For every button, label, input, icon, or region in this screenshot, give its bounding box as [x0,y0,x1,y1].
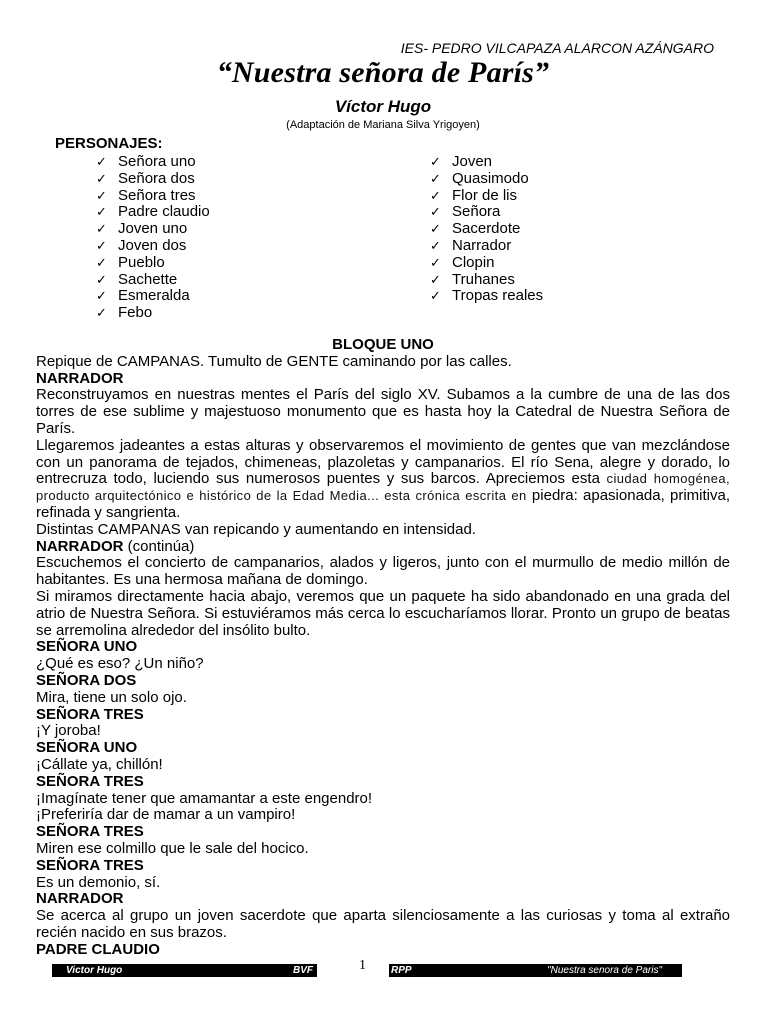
character-name: Joven uno [118,220,188,238]
character-name: Señora [452,203,501,221]
checkmark-icon: ✓ [96,271,107,287]
character-item [430,188,543,205]
speaker-name: SEÑORA TRES [36,772,144,790]
character-item [96,154,210,171]
footer-title: "Nuestra senora de Paris" [547,965,662,976]
checkmark-icon: ✓ [430,204,441,220]
checkmark-icon: ✓ [96,288,107,304]
script-body [36,337,730,958]
character-name: Señora uno [118,153,196,170]
adaptation-note: (Adaptación de Mariana Silva Yrigoyen) [286,119,480,131]
checkmark-icon: ✓ [96,170,107,186]
page-number: 1 [359,958,366,973]
page-footer [52,958,682,977]
character-item [96,288,210,305]
checkmark-icon: ✓ [96,204,107,220]
character-name: Padre claudio [118,203,210,221]
characters-heading: PERSONAJES: [55,135,163,152]
character-item [96,204,210,221]
character-name: Pueblo [118,253,165,271]
checkmark-icon: ✓ [430,288,441,304]
character-item [96,238,210,255]
checkmark-icon: ✓ [430,221,441,237]
character-item [430,288,543,305]
footer-tag-left: BVF [293,965,313,976]
author-name: Víctor Hugo [334,97,432,116]
dialogue-text: Llegaremos jadeantes a estas alturas y observaremos el movimiento de gentes que van mezclándose con un panorama de tejados, chimeneas, plazoletas y campanarios. El río Sena, alegre y dorado, lo entrecruza todo, luciendo sus numerosos puentes y sus barcos. Apreciemos esta [36,436,730,488]
speaker-name: SEÑORA TRES [36,823,144,841]
character-item [96,255,210,272]
checkmark-icon: ✓ [96,305,107,321]
speaker-name: SEÑORA UNO [36,638,138,656]
footer-author: Victor Hugo [66,965,123,976]
dialogue-line: Mira, tiene un solo ojo. [36,688,187,706]
checkmark-icon: ✓ [430,254,441,270]
block-title: BLOQUE UNO [332,336,434,353]
character-name: Esmeralda [118,287,190,305]
characters-list-right [430,154,543,305]
character-name: Narrador [452,236,512,254]
character-item [96,272,210,289]
character-item [96,221,210,238]
dialogue-line: ¿Qué es eso? ¿Un niño? [36,655,204,673]
character-item [96,188,210,205]
footer-bar-left [52,964,317,977]
stage-direction: Repique de CAMPANAS. Tumulto de GENTE caminando por las calles. [36,352,512,370]
footer-tag-right: RPP [391,965,412,976]
dialogue-text-small: ciudad homogénea, producto arquitectónico e histórico de la Edad Media... esta crónica escrita en [36,471,730,504]
character-name: Febo [118,304,153,322]
character-item [430,154,543,171]
speaker-line [36,539,730,556]
dialogue-paragraph: Si miramos directamente hacia abajo, veremos que un paquete ha sido abandonado en una grada del atrio de Nuestra Señora. Si estuviéramos más cerca lo escucharíamos llorar. Pronto un grupo de beatas se arremolina alrededor del insólito bulto. [36,587,730,639]
character-item [96,171,210,188]
school-header: IES- PEDRO VILCAPAZA ALARCON AZÁNGARO [400,40,714,56]
dialogue-line: ¡Cállate ya, chillón! [36,755,163,773]
checkmark-icon: ✓ [96,221,107,237]
checkmark-icon: ✓ [96,154,107,169]
speaker-name: SEÑORA DOS [36,671,137,689]
checkmark-icon: ✓ [430,154,441,169]
checkmark-icon: ✓ [430,271,441,287]
checkmark-icon: ✓ [430,170,441,186]
dialogue-line: Miren ese colmillo que le sale del hocico. [36,839,309,857]
speaker-name: NARRADOR [36,890,124,908]
checkmark-icon: ✓ [96,254,107,270]
document-title: “Nuestra señora de París” [216,56,550,89]
character-item [430,238,543,255]
checkmark-icon: ✓ [96,187,107,203]
character-name: Sacerdote [452,220,521,238]
footer-bar-right [389,964,682,977]
speaker-name: PADRE CLAUDIO [36,940,160,958]
character-item [430,255,543,272]
character-name: Joven [452,153,493,170]
dialogue-paragraph [36,438,730,522]
dialogue-text: piedra: apasionada, primitiva, refinada y sangrienta. [36,487,731,521]
characters-list-left [96,154,210,322]
speaker-note: (continúa) [123,537,195,555]
character-item [430,204,543,221]
character-name: Señora tres [118,186,196,204]
stage-direction: Distintas CAMPANAS van repicando y aumentando en intensidad. [36,520,476,538]
character-name: Quasimodo [452,169,529,187]
speaker-name: NARRADOR [36,537,124,555]
speaker-name: SEÑORA TRES [36,856,144,874]
character-name: Clopin [452,253,495,271]
dialogue-line: Es un demonio, sí. [36,873,161,891]
character-name: Tropas reales [452,287,544,305]
character-name: Truhanes [452,270,515,288]
character-item [430,272,543,289]
character-item [96,305,210,322]
dialogue-paragraph: Se acerca al grupo un joven sacerdote que aparta silenciosamente a las curiosas y toma al extraño recién nacido en sus brazos. [36,907,730,941]
dialogue-line: ¡Imagínate tener que amamantar a este engendro! [36,789,373,807]
character-item [430,171,543,188]
speaker-name: SEÑORA UNO [36,739,138,757]
character-name: Joven dos [118,236,187,254]
dialogue-line: ¡Preferiría dar de mamar a un vampiro! [36,806,296,824]
speaker-name: NARRADOR [36,369,124,387]
dialogue-paragraph: Reconstruyamos en nuestras mentes el París del siglo XV. Subamos a la cumbre de una de las dos torres de ese sublime y majestuoso monumento que es hasta hoy la Catedral de Nuestra Señora de París. [36,386,730,437]
dialogue-line: ¡Y joroba! [36,722,101,740]
speaker-name: SEÑORA TRES [36,705,144,723]
character-name: Señora dos [118,169,195,187]
checkmark-icon: ✓ [430,187,441,203]
character-name: Sachette [118,270,178,288]
checkmark-icon: ✓ [96,237,107,253]
checkmark-icon: ✓ [430,237,441,253]
character-name: Flor de lis [452,186,518,204]
dialogue-paragraph: Escuchemos el concierto de campanarios, alados y ligeros, junto con el murmullo de medio millón de habitantes. Es una hermosa mañana de domingo. [36,554,730,589]
character-item [430,221,543,238]
